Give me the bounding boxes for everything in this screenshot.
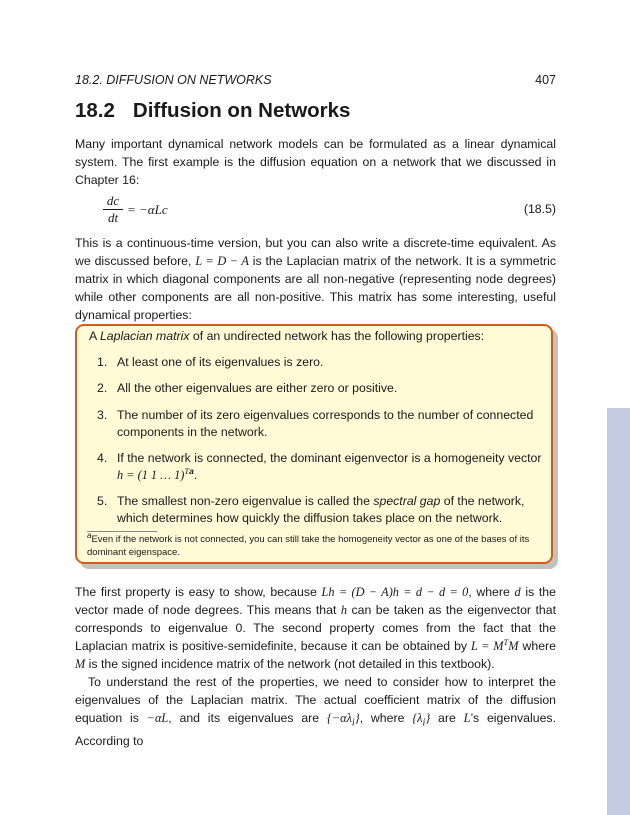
box-intro: A Laplacian matrix of an undirected network has the following properties: — [89, 329, 485, 343]
term-spectral-gap: spectral gap — [373, 494, 441, 508]
equation-18-5 — [75, 193, 556, 229]
footnote-rule — [87, 531, 157, 532]
list-item: 5. The smallest non-zero eigenvalue is called the spectral gap of the network, which determines how quickly the diffusion takes place on the network. — [97, 494, 525, 525]
list-item: 4. If the network is connected, the dominant eigenvector is a homogeneity vector h = (1 1 … 1)$^{Ta}$. — [97, 451, 542, 482]
math-inline: L = D − A — [195, 254, 249, 268]
math-inline: h = (1 1 … 1) — [117, 468, 185, 482]
term-laplacian-matrix: Laplacian matrix — [99, 329, 190, 343]
paragraph-eigenvalues: To understand the rest of the properties, we need to consider how to interpret the eigenvalues of the Laplacian matrix. The actual coefficient matrix of the diffusion equation is −αL, and its eigenvalues are $\{-\alpha\lambda_i\}$, where $\{\lambda_i\}$ are L’s eigenvalues. According to — [75, 675, 556, 749]
math-inline: Lh = (D − A)h = d − d = 0 — [321, 585, 469, 599]
equation-fraction — [103, 193, 123, 226]
math-inline: −αL — [146, 711, 169, 725]
list-item: 1. At least one of its eigenvalues is zero. — [97, 355, 324, 369]
footnote-ref: a — [189, 465, 194, 476]
section-title — [75, 99, 350, 123]
section-heading: Diffusion on Networks — [132, 99, 351, 122]
paragraph-first-property: The first property is easy to show, because Lh = (D − A)h = d − d = 0, where d is the vector made of node degrees. This means that h can be taken as the eigenvector that corresponds to eigenvalue 0. The second property comes from the fact that the Laplacian matrix is positive-semidefinite, because it can be obtained by $L = M^TM$ where M is the signed incidence matrix of the network (not detailed in this textbook). — [75, 585, 556, 671]
list-item: 3. The number of its zero eigenvalues corresponds to the number of connected components in the network. — [97, 408, 534, 439]
properties-box — [75, 324, 553, 564]
equation-number: (18.5) — [523, 202, 556, 216]
section-number: 18.2 — [75, 99, 115, 122]
running-header-section: 18.2. DIFFUSION ON NETWORKS — [75, 73, 272, 87]
list-item: 2. All the other eigenvalues are either zero or positive. — [97, 381, 398, 395]
paragraph-laplacian-intro: This is a continuous-time version, but you can also write a discrete-time equivalent. As we discussed before, L = D − A is the Laplacian matrix of the network. It is a symmetric matrix in which diagonal components are all non-negative (representing node degrees) while other components are all non-positive. This matrix has some interesting, useful dynamical properties: — [75, 236, 556, 322]
running-header — [75, 73, 556, 87]
intro-paragraph: Many important dynamical network models can be formulated as a linear dynamical system. The first example is the diffusion equation on a network that we discussed in Chapter 16: — [75, 137, 556, 187]
page-number: 407 — [535, 73, 556, 87]
footnote: $^a$Even if the network is not connected, you can still take the homogeneity vector as one of the bases of its dominant eigenspace. — [87, 530, 530, 558]
chapter-thumb-tab — [607, 408, 630, 815]
equation-rhs: = −αLc — [127, 202, 168, 217]
fraction-denominator: dt — [107, 210, 119, 225]
fraction-numerator: dc — [103, 193, 123, 210]
